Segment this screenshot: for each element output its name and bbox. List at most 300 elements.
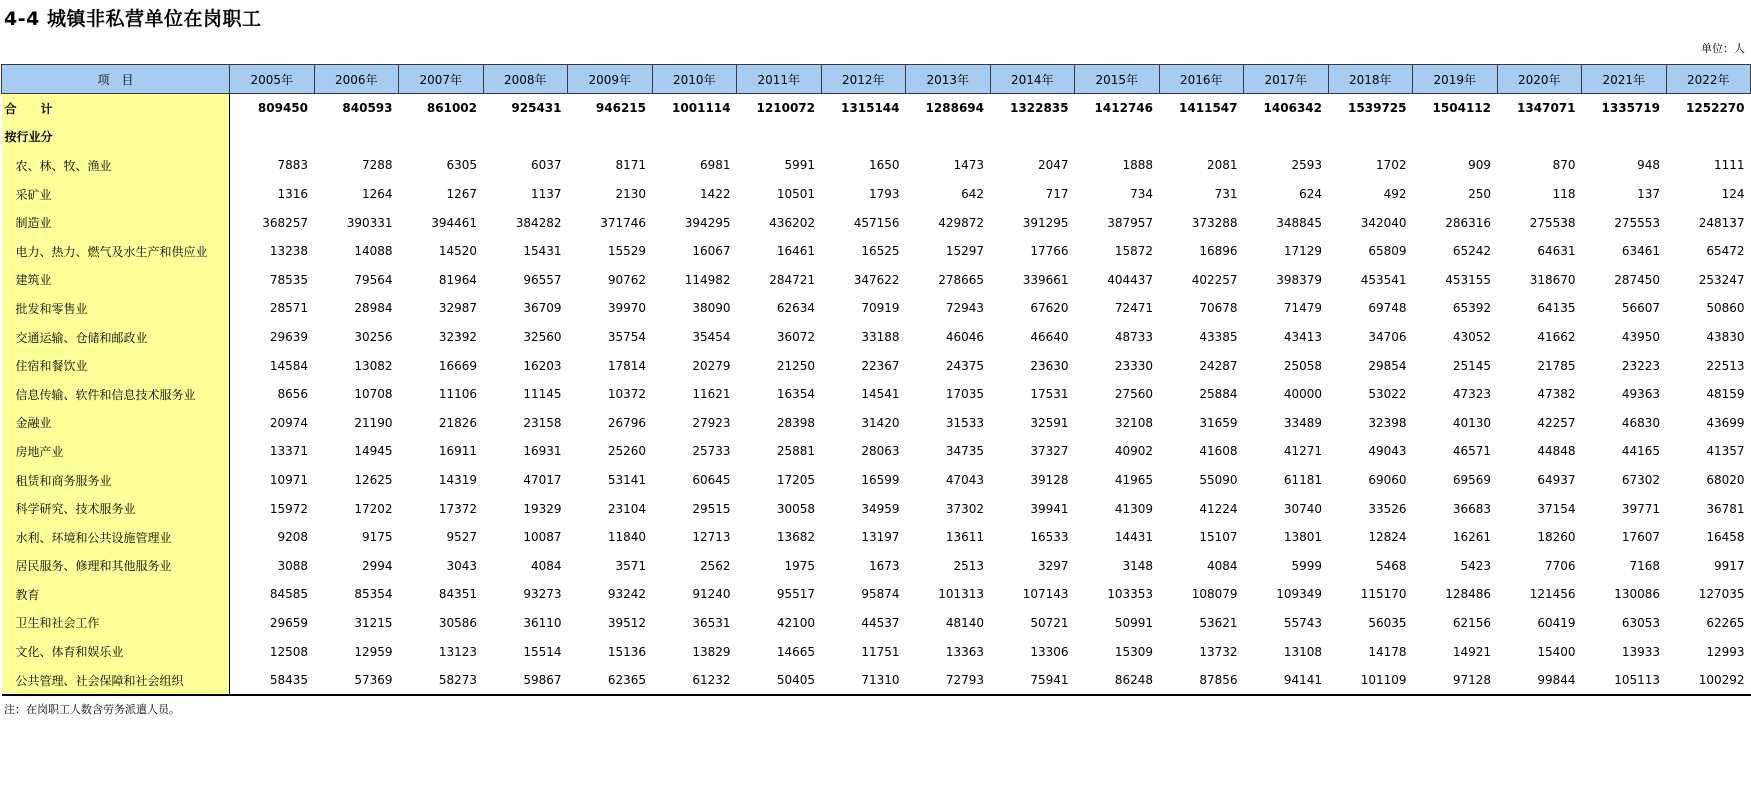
cell-value: 15136	[607, 644, 646, 659]
cell-value: 37154	[1537, 501, 1576, 516]
table-row	[2, 580, 1751, 609]
cell-value: 25884	[1199, 387, 1238, 402]
table-row	[2, 494, 1751, 523]
cell-value: 37302	[945, 501, 984, 516]
cell-value	[1497, 123, 1582, 152]
cell-value: 371746	[600, 215, 646, 230]
cell-value: 7706	[1544, 558, 1576, 573]
cell-value: 1316	[277, 187, 308, 202]
cell-value: 67302	[1621, 473, 1660, 488]
cell-value: 75941	[990, 666, 1075, 696]
cell-value: 17035	[945, 387, 984, 402]
cell-value: 13363	[945, 644, 984, 659]
cell-value: 124	[1721, 187, 1745, 202]
cell-value: 734	[1130, 187, 1153, 202]
cell-value: 39128	[1030, 473, 1069, 488]
header-year: 2016年	[1159, 65, 1244, 94]
row-label: 居民服务、修理和其他服务业	[2, 552, 230, 581]
cell-value: 14584	[269, 358, 308, 373]
cell-value: 62265	[1706, 615, 1745, 630]
cell-value: 84351	[438, 587, 477, 602]
cell-value: 23630	[1030, 358, 1069, 373]
cell-value: 14520	[438, 244, 477, 259]
cell-value: 12625	[354, 473, 393, 488]
cell-value: 49363	[1621, 387, 1660, 402]
cell-value: 32392	[438, 330, 477, 345]
cell-value: 13197	[861, 530, 900, 545]
cell-value: 1473	[953, 158, 984, 173]
cell-value: 64135	[1537, 301, 1576, 316]
cell-value: 7883	[277, 158, 308, 173]
cell-value: 61232	[652, 666, 737, 696]
cell-value: 1264	[361, 187, 393, 202]
header-year: 2010年	[652, 65, 737, 94]
cell-value: 55743	[1283, 615, 1322, 630]
cell-value: 41224	[1199, 501, 1238, 516]
cell-value: 86248	[1075, 666, 1160, 696]
cell-value: 10971	[269, 473, 308, 488]
cell-value: 3043	[446, 558, 477, 573]
header-year: 2014年	[990, 65, 1075, 94]
row-label: 批发和零售业	[2, 294, 230, 323]
cell-value: 275553	[1614, 215, 1660, 230]
cell-value: 11621	[692, 387, 731, 402]
cell-value: 25145	[1452, 358, 1491, 373]
cell-value: 33188	[861, 330, 900, 345]
cell-value: 62634	[776, 301, 815, 316]
cell-value: 85354	[354, 587, 393, 602]
cell-value: 10372	[607, 387, 646, 402]
cell-value: 7168	[1629, 558, 1660, 573]
cell-value: 21785	[1537, 358, 1576, 373]
cell-value: 1412746	[1094, 101, 1153, 116]
cell-value	[1075, 123, 1160, 152]
cell-value: 16261	[1452, 530, 1491, 545]
table-row	[2, 237, 1751, 266]
cell-value: 5468	[1375, 558, 1407, 573]
cell-value: 14541	[861, 387, 900, 402]
cell-value: 1411547	[1179, 101, 1238, 116]
row-label: 卫生和社会工作	[2, 609, 230, 638]
cell-value: 17129	[1283, 244, 1322, 259]
cell-value: 342040	[1360, 215, 1407, 230]
cell-value: 43830	[1706, 330, 1745, 345]
cell-value: 65392	[1452, 301, 1491, 316]
cell-value: 41608	[1199, 444, 1238, 459]
cell-value: 14665	[776, 644, 815, 659]
cell-value: 1702	[1375, 158, 1407, 173]
cell-value: 121456	[1529, 587, 1576, 602]
cell-value: 16067	[692, 244, 731, 259]
cell-value	[230, 123, 315, 152]
cell-value: 11145	[523, 387, 562, 402]
cell-value: 39941	[1030, 501, 1069, 516]
cell-value: 34959	[861, 501, 900, 516]
cell-value: 50405	[737, 666, 822, 696]
cell-value: 48140	[945, 615, 984, 630]
cell-value: 642	[961, 187, 984, 202]
cell-value: 1504112	[1432, 101, 1491, 116]
cell-value: 44165	[1621, 444, 1660, 459]
table-row	[2, 266, 1751, 295]
cell-value: 15872	[1114, 244, 1153, 259]
cell-value: 128486	[1445, 587, 1491, 602]
cell-value: 81964	[438, 272, 477, 287]
cell-value: 404437	[1107, 272, 1153, 287]
cell-value: 11106	[438, 387, 477, 402]
cell-value: 14921	[1452, 644, 1491, 659]
cell-value: 394295	[684, 215, 731, 230]
cell-value: 391295	[1022, 215, 1069, 230]
cell-value: 93242	[607, 587, 646, 602]
cell-value	[990, 123, 1075, 152]
cell-value: 29639	[269, 330, 308, 345]
row-label: 住宿和餐饮业	[2, 351, 230, 380]
cell-value: 17202	[354, 501, 393, 516]
cell-value: 13108	[1283, 644, 1322, 659]
row-label: 文化、体育和娱乐业	[2, 637, 230, 666]
cell-value: 3148	[1122, 558, 1153, 573]
cell-value: 1001114	[672, 101, 731, 116]
cell-value: 6305	[446, 158, 477, 173]
cell-value: 30256	[354, 330, 393, 345]
cell-value: 46571	[1452, 444, 1491, 459]
row-label: 教育	[2, 580, 230, 609]
row-label: 按行业分	[2, 123, 230, 152]
cell-value: 30740	[1283, 501, 1322, 516]
cell-value: 15529	[607, 244, 646, 259]
cell-value: 58273	[399, 666, 484, 696]
cell-value: 373288	[1191, 215, 1238, 230]
cell-value: 50721	[1030, 615, 1069, 630]
cell-value: 53022	[1368, 387, 1407, 402]
cell-value: 1422	[699, 187, 731, 202]
header-year: 2009年	[568, 65, 653, 94]
cell-value: 13371	[269, 444, 308, 459]
cell-value: 43052	[1452, 330, 1491, 345]
cell-value: 69060	[1368, 473, 1407, 488]
header-year: 2017年	[1244, 65, 1329, 94]
cell-value: 16533	[1030, 530, 1069, 545]
cell-value: 15309	[1114, 644, 1153, 659]
cell-value: 55090	[1199, 473, 1238, 488]
cell-value: 284721	[769, 272, 815, 287]
cell-value: 861002	[426, 101, 477, 116]
cell-value: 2130	[615, 187, 646, 202]
cell-value: 20279	[692, 358, 731, 373]
cell-value: 84585	[269, 587, 308, 602]
cell-value: 39970	[607, 301, 646, 316]
cell-value: 114982	[684, 272, 731, 287]
row-label: 公共管理、社会保障和社会组织	[2, 666, 230, 696]
cell-value	[1244, 123, 1329, 152]
row-label: 电力、热力、燃气及水生产和供应业	[2, 237, 230, 266]
cell-value: 11751	[861, 644, 900, 659]
cell-value: 13123	[438, 644, 477, 659]
cell-value: 453541	[1360, 272, 1407, 287]
row-label: 房地产业	[2, 437, 230, 466]
header-year: 2007年	[399, 65, 484, 94]
cell-value: 347622	[853, 272, 900, 287]
cell-value: 53141	[607, 473, 646, 488]
cell-value: 3297	[1037, 558, 1069, 573]
cell-value: 2562	[699, 558, 731, 573]
cell-value: 62365	[568, 666, 653, 696]
row-label: 建筑业	[2, 266, 230, 295]
cell-value: 101109	[1328, 666, 1413, 696]
cell-value: 7288	[361, 158, 393, 173]
cell-value: 22513	[1706, 358, 1745, 373]
cell-value: 492	[1383, 187, 1407, 202]
cell-value: 33489	[1283, 415, 1322, 430]
unit-label: 单位：人	[1701, 42, 1745, 55]
header-year: 2013年	[906, 65, 991, 94]
cell-value: 32108	[1114, 415, 1153, 430]
cell-value: 14178	[1368, 644, 1407, 659]
cell-value: 47382	[1537, 387, 1576, 402]
cell-value: 29659	[269, 615, 308, 630]
cell-value: 14945	[354, 444, 393, 459]
cell-value: 48733	[1114, 330, 1153, 345]
table-row	[2, 351, 1751, 380]
cell-value: 72943	[945, 301, 984, 316]
cell-value: 118	[1552, 187, 1576, 202]
cell-value: 21250	[776, 358, 815, 373]
cell-value: 36709	[523, 301, 562, 316]
cell-value: 15431	[523, 244, 562, 259]
row-label: 采矿业	[2, 180, 230, 209]
cell-value: 384282	[515, 215, 562, 230]
row-label: 信息传输、软件和信息技术服务业	[2, 380, 230, 409]
cell-value: 65472	[1706, 244, 1745, 259]
cell-value: 60419	[1537, 615, 1576, 630]
cell-value: 67620	[1030, 301, 1069, 316]
table-row	[2, 437, 1751, 466]
cell-value: 21190	[354, 415, 393, 430]
cell-value: 13082	[354, 358, 393, 373]
table-body	[2, 94, 1751, 696]
cell-value: 40130	[1452, 415, 1491, 430]
cell-value: 34735	[945, 444, 984, 459]
cell-value: 13801	[1283, 530, 1322, 545]
cell-value: 68020	[1706, 473, 1745, 488]
cell-value: 63461	[1621, 244, 1660, 259]
cell-value: 2994	[361, 558, 393, 573]
cell-value: 390331	[346, 215, 393, 230]
cell-value: 41309	[1114, 501, 1153, 516]
cell-value: 1315144	[841, 101, 900, 116]
cell-value: 925431	[511, 101, 562, 116]
cell-value: 37327	[1030, 444, 1069, 459]
cell-value: 3088	[277, 558, 308, 573]
cell-value: 47043	[945, 473, 984, 488]
table-row	[2, 523, 1751, 552]
cell-value: 61181	[1283, 473, 1322, 488]
cell-value: 16931	[523, 444, 562, 459]
cell-value: 105113	[1582, 666, 1667, 696]
cell-value: 1650	[868, 158, 900, 173]
cell-value: 30058	[776, 501, 815, 516]
cell-value: 23223	[1621, 358, 1660, 373]
cell-value: 79564	[354, 272, 393, 287]
cell-value: 127035	[1698, 587, 1745, 602]
cell-value: 78535	[269, 272, 308, 287]
cell-value: 36110	[523, 615, 562, 630]
cell-value: 9208	[277, 530, 308, 545]
cell-value: 1335719	[1601, 101, 1660, 116]
cell-value: 91240	[692, 587, 731, 602]
cell-value: 21826	[438, 415, 477, 430]
cell-value: 809450	[257, 101, 308, 116]
header-year: 2015年	[1075, 65, 1160, 94]
cell-value: 36072	[776, 330, 815, 345]
cell-value: 17814	[607, 358, 646, 373]
cell-value: 14319	[438, 473, 477, 488]
cell-value: 17205	[776, 473, 815, 488]
cell-value: 43950	[1621, 330, 1660, 345]
cell-value: 278665	[938, 272, 984, 287]
cell-value: 103353	[1107, 587, 1153, 602]
cell-value: 49043	[1368, 444, 1407, 459]
cell-value: 17607	[1621, 530, 1660, 545]
header-row	[2, 65, 1751, 94]
cell-value: 286316	[1445, 215, 1491, 230]
cell-value: 12824	[1368, 530, 1407, 545]
table-row	[2, 666, 1751, 696]
cell-value: 62156	[1452, 615, 1491, 630]
header-year: 2006年	[314, 65, 399, 94]
cell-value: 27923	[692, 415, 731, 430]
cell-value: 13238	[269, 244, 308, 259]
cell-value: 717	[1045, 187, 1069, 202]
cell-value: 6981	[699, 158, 731, 173]
cell-value: 99844	[1497, 666, 1582, 696]
row-label: 租赁和商务服务业	[2, 466, 230, 495]
cell-value: 2593	[1291, 158, 1322, 173]
cell-value: 1322835	[1010, 101, 1069, 116]
cell-value: 348845	[1276, 215, 1322, 230]
header-year: 2005年	[230, 65, 315, 94]
cell-value: 32987	[438, 301, 477, 316]
cell-value: 731	[1214, 187, 1238, 202]
cell-value: 50860	[1706, 301, 1745, 316]
cell-value: 25058	[1283, 358, 1322, 373]
cell-value: 137	[1637, 187, 1660, 202]
cell-value: 5999	[1291, 558, 1322, 573]
cell-value: 44848	[1537, 444, 1576, 459]
cell-value: 16669	[438, 358, 477, 373]
footnote: 注：在岗职工人数含劳务派遣人员。	[4, 703, 180, 716]
cell-value: 97128	[1413, 666, 1498, 696]
cell-value: 909	[1468, 158, 1491, 173]
header-year: 2019年	[1413, 65, 1498, 94]
cell-value	[314, 123, 399, 152]
cell-value: 70919	[861, 301, 900, 316]
cell-value: 41965	[1114, 473, 1153, 488]
cell-value: 31533	[945, 415, 984, 430]
cell-value: 1111	[1713, 158, 1745, 173]
cell-value: 32398	[1368, 415, 1407, 430]
cell-value: 115170	[1360, 587, 1407, 602]
cell-value: 6037	[530, 158, 562, 173]
cell-value: 17766	[1030, 244, 1069, 259]
cell-value: 24375	[945, 358, 984, 373]
cell-value: 1975	[784, 558, 815, 573]
cell-value	[821, 123, 906, 152]
cell-value: 10087	[523, 530, 562, 545]
cell-value: 11840	[607, 530, 646, 545]
cell-value: 20974	[269, 415, 308, 430]
cell-value: 429872	[938, 215, 984, 230]
cell-value: 13933	[1621, 644, 1660, 659]
cell-value: 28571	[269, 301, 308, 316]
cell-value	[652, 123, 737, 152]
cell-value: 41271	[1283, 444, 1322, 459]
cell-value: 72471	[1114, 301, 1153, 316]
cell-value: 13732	[1199, 644, 1238, 659]
table-row	[2, 409, 1751, 438]
cell-value: 38090	[692, 301, 731, 316]
cell-value: 1888	[1122, 158, 1153, 173]
cell-value: 1673	[868, 558, 900, 573]
cell-value: 31215	[354, 615, 393, 630]
header-year: 2018年	[1328, 65, 1413, 94]
cell-value: 56607	[1621, 301, 1660, 316]
cell-value: 29515	[692, 501, 731, 516]
cell-value: 29854	[1368, 358, 1407, 373]
cell-value: 96557	[523, 272, 562, 287]
cell-value: 13829	[692, 644, 731, 659]
cell-value: 57369	[314, 666, 399, 696]
cell-value: 387957	[1107, 215, 1153, 230]
cell-value: 12993	[1706, 644, 1745, 659]
cell-value	[399, 123, 484, 152]
cell-value: 58435	[230, 666, 315, 696]
cell-value: 453155	[1445, 272, 1491, 287]
cell-value: 10501	[776, 187, 815, 202]
cell-value: 18260	[1537, 530, 1576, 545]
table-row	[2, 637, 1751, 666]
cell-value	[483, 123, 568, 152]
cell-value: 47017	[523, 473, 562, 488]
cell-value	[1582, 123, 1667, 152]
cell-value: 47323	[1452, 387, 1491, 402]
cell-value: 1539725	[1348, 101, 1407, 116]
cell-value: 4084	[530, 558, 562, 573]
cell-value: 65809	[1368, 244, 1407, 259]
cell-value: 93273	[523, 587, 562, 602]
cell-value: 840593	[342, 101, 393, 116]
cell-value: 43699	[1706, 415, 1745, 430]
header-year: 2012年	[821, 65, 906, 94]
cell-value: 16911	[438, 444, 477, 459]
cell-value: 87856	[1159, 666, 1244, 696]
cell-value	[1413, 123, 1498, 152]
header-year: 2008年	[483, 65, 568, 94]
cell-value: 46640	[1030, 330, 1069, 345]
cell-value: 46046	[945, 330, 984, 345]
cell-value: 12713	[692, 530, 731, 545]
header-item: 项 目	[2, 65, 230, 94]
cell-value: 64631	[1537, 244, 1576, 259]
header-year: 2020年	[1497, 65, 1582, 94]
cell-value: 14088	[354, 244, 393, 259]
cell-value: 13682	[776, 530, 815, 545]
cell-value: 2513	[953, 558, 984, 573]
table-row	[2, 466, 1751, 495]
cell-value: 398379	[1276, 272, 1322, 287]
cell-value: 69748	[1368, 301, 1407, 316]
